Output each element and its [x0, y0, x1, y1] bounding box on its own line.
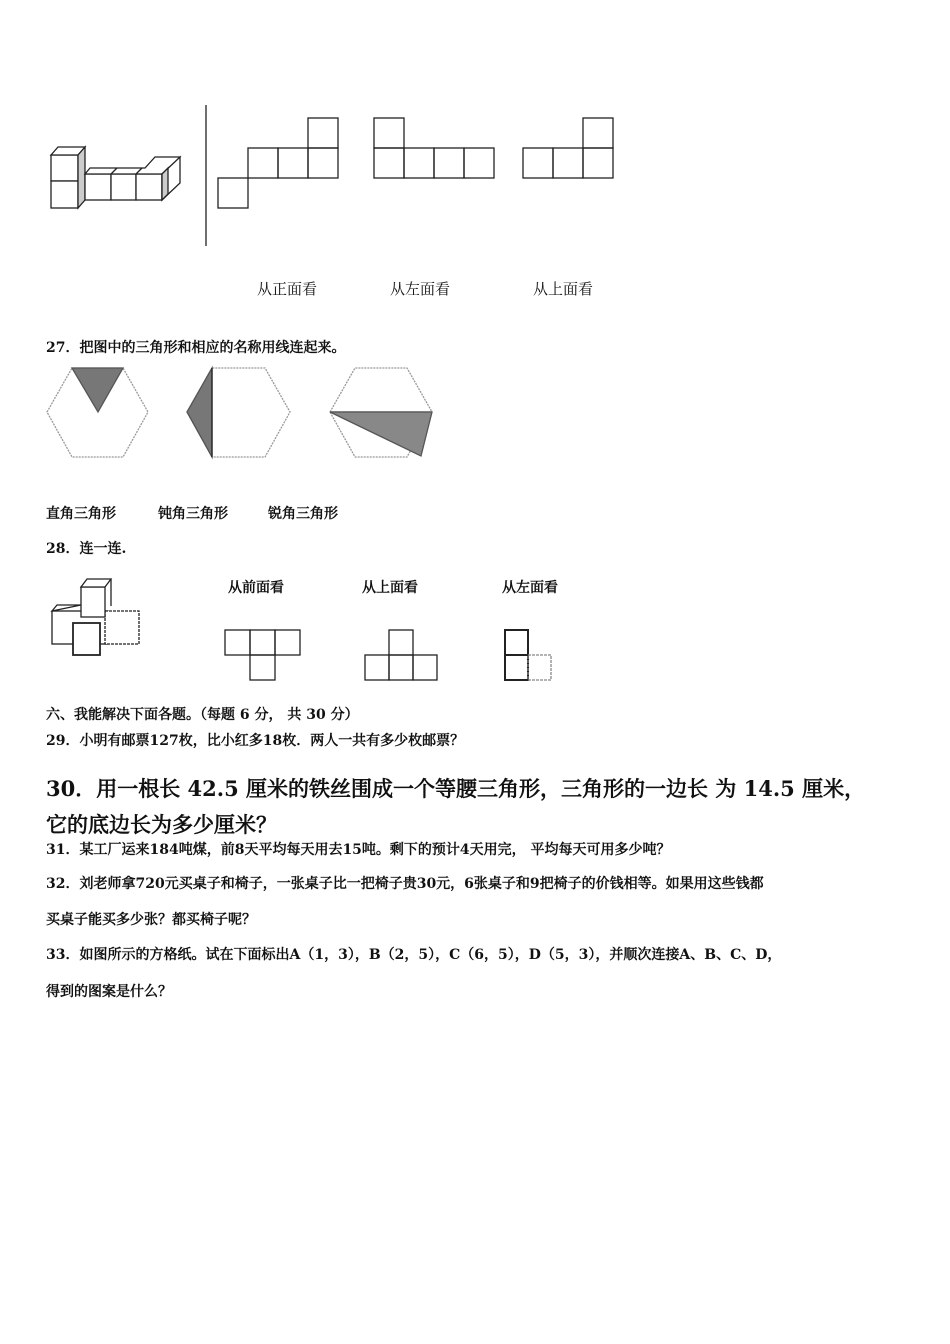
right-triangle-shaded — [330, 412, 432, 456]
q26-solid-figure — [51, 147, 180, 208]
acute-triangle-shaded — [72, 368, 123, 412]
q28-top-view-grid — [365, 630, 437, 680]
name-obtuse-triangle: 钝角三角形 — [158, 506, 228, 522]
top-view-grid — [523, 118, 613, 178]
q32-line-1: 32．刘老师拿720元买桌子和椅子，一张桌子比一把椅子贵30元，6张桌子和9把椅子的价钱相等。如果用这些钱都 — [46, 876, 764, 892]
name-right-triangle: 直角三角形 — [46, 506, 116, 522]
q28-front-view-grid — [225, 630, 300, 680]
q29-text: 29．小明有邮票127枚，比小红多18枚．两人一共有多少枚邮票？ — [46, 733, 465, 749]
q28-text: 28．连一连. — [46, 541, 127, 557]
obtuse-triangle-shaded — [187, 368, 212, 457]
q32-line-2: 买桌子能买多少张？都买椅子呢？ — [46, 912, 256, 928]
q28-left-view-grid — [505, 630, 551, 680]
q28-solid-figure — [52, 579, 139, 655]
q33-line-1: 33．如图所示的方格纸。试在下面标出A（1，3），B（2，5），C（6，5），D（5，3），并顺次连接A、B、C、D， — [46, 947, 782, 963]
q28-label-top: 从上面看 — [362, 580, 418, 596]
q28-label-left: 从左面看 — [502, 580, 558, 596]
view-label-top: 从上面看 — [533, 280, 594, 298]
section-6-title: 六、我能解决下面各题。（每题 6 分， 共 30 分） — [46, 707, 359, 723]
q30-line-2: 它的底边长为多少厘米？ — [46, 812, 277, 837]
front-view-grid — [218, 118, 338, 208]
q30-line-1: 30．用一根长 42.5 厘米的铁丝围成一个等腰三角形，三角形的一边长 为 14.5 厘米， — [46, 776, 866, 801]
left-view-grid — [374, 118, 494, 178]
name-acute-triangle: 锐角三角形 — [268, 506, 338, 522]
q27-text: 27．把图中的三角形和相应的名称用线连起来。 — [46, 340, 346, 356]
q31-text: 31．某工厂运来184吨煤，前8天平均每天用去15吨。剩下的预计4天用完， 平均每天可用多少吨？ — [46, 842, 671, 858]
q33-line-2: 得到的图案是什么？ — [46, 984, 172, 1000]
view-label-front: 从正面看 — [257, 280, 318, 298]
view-label-left: 从左面看 — [390, 280, 451, 298]
q28-label-front: 从前面看 — [228, 580, 284, 596]
